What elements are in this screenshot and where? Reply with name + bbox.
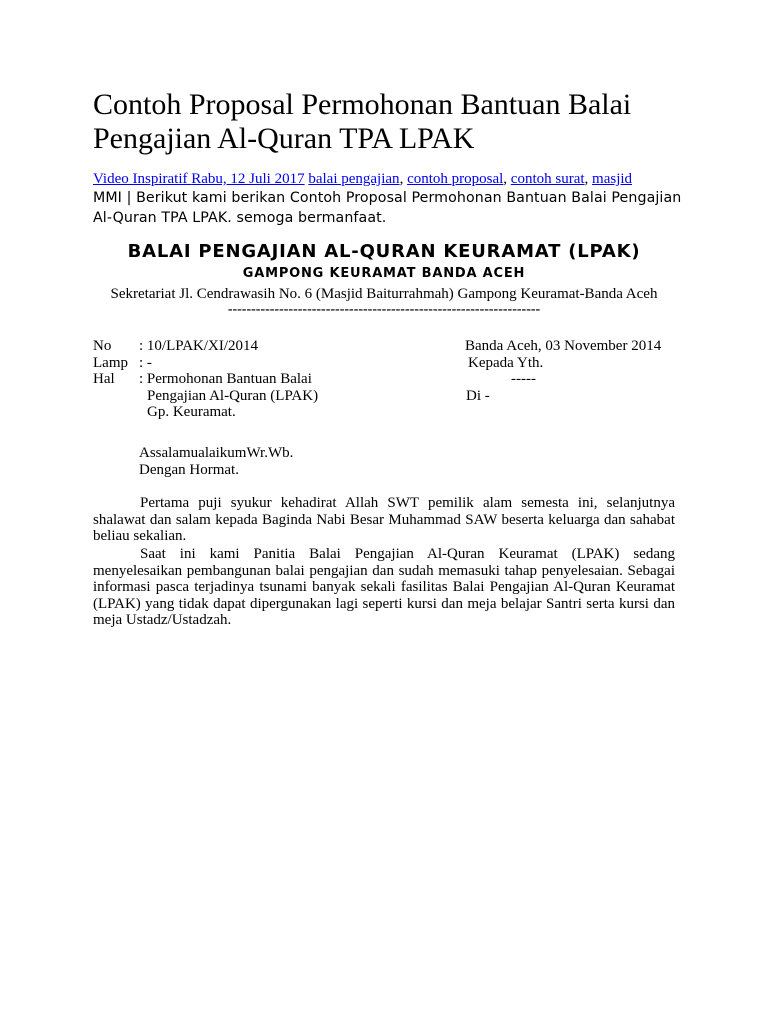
author-name: Video Inspiratif [93,171,188,187]
page-title: Contoh Proposal Permohonan Bantuan Balai Pengajian Al-Quran TPA LPAK [93,88,632,155]
tag-link-contoh-surat[interactable]: contoh surat [510,171,585,187]
recipient-prefix: Kepada Yth. [468,355,544,371]
post-meta [93,170,632,188]
author-link[interactable] [93,171,305,187]
tag-link-balai-pengajian[interactable]: balai pengajian [308,171,400,187]
letterhead-address: Sekretariat Jl. Cendrawasih No. 6 (Masjid Baiturrahmah) Gampong Keuramat-Banda Aceh [110,286,658,302]
hal-line-2: Pengajian Al-Quran (LPAK) [147,388,319,404]
hal-line-3: Gp. Keuramat. [147,404,236,420]
body-paragraph-2: Saat ini kami Panitia Balai Pengajian Al-Quran Keuramat (LPAK) sedang menyelesaikan pembangunan balai pengajian dan sudah memasuki tahap penyelesaian. Sebagai informasi pasca terjadinya tsunami banyak sekali fasilitas Balai Pengajian Al-Quran Keuramat (LPAK) yang tidak dapat dipergunakan lagi seperti kursi dan meja belajar Santri serta kursi dan meja Ustadz/Ustadzah. [93,546,675,629]
hal-line-1: : Permohonan Bantuan Balai [139,371,312,387]
tag-link-masjid[interactable]: masjid [592,171,633,187]
letterhead-subname: GAMPONG KEURAMAT BANDA ACEH [242,266,526,281]
lamp-label: Lamp [93,355,128,371]
tag-separator: , [399,171,408,187]
tag-separator: , [503,171,511,187]
place-date: Banda Aceh, 03 November 2014 [465,338,662,354]
no-label: No [93,338,112,354]
recipient-name: ----- [511,371,536,387]
tag-link-contoh-proposal[interactable]: contoh proposal [407,171,504,187]
body-paragraph-1: Pertama puji syukur kehadirat Allah SWT pemilik alam semesta ini, selanjutnya shalawat dan salam kepada Baginda Nabi Besar Muhammad SAW beserta keluarga dan sahabat beliau sekalian. [93,495,675,545]
hal-label: Hal [93,371,115,387]
greeting: AssalamualaikumWr.Wb. [139,445,294,461]
post-date: Rabu, 12 Juli 2017 [191,171,305,187]
no-value: : 10/LPAK/XI/2014 [139,338,259,354]
lamp-value: : - [139,355,152,371]
tag-separator: , [584,171,593,187]
intro-text: MMI | Berikut kami berikan Contoh Proposal Permohonan Bantuan Balai Pengajian Al-Quran TPA LPAK. semoga bermanfaat. [93,190,682,226]
recipient-place: Di - [466,388,490,404]
salutation: Dengan Hormat. [139,462,239,478]
letterhead-name: BALAI PENGAJIAN AL-QURAN KEURAMAT (LPAK) [127,241,641,262]
letterhead-rule: ------------------------------------------------------------------- [227,302,541,317]
